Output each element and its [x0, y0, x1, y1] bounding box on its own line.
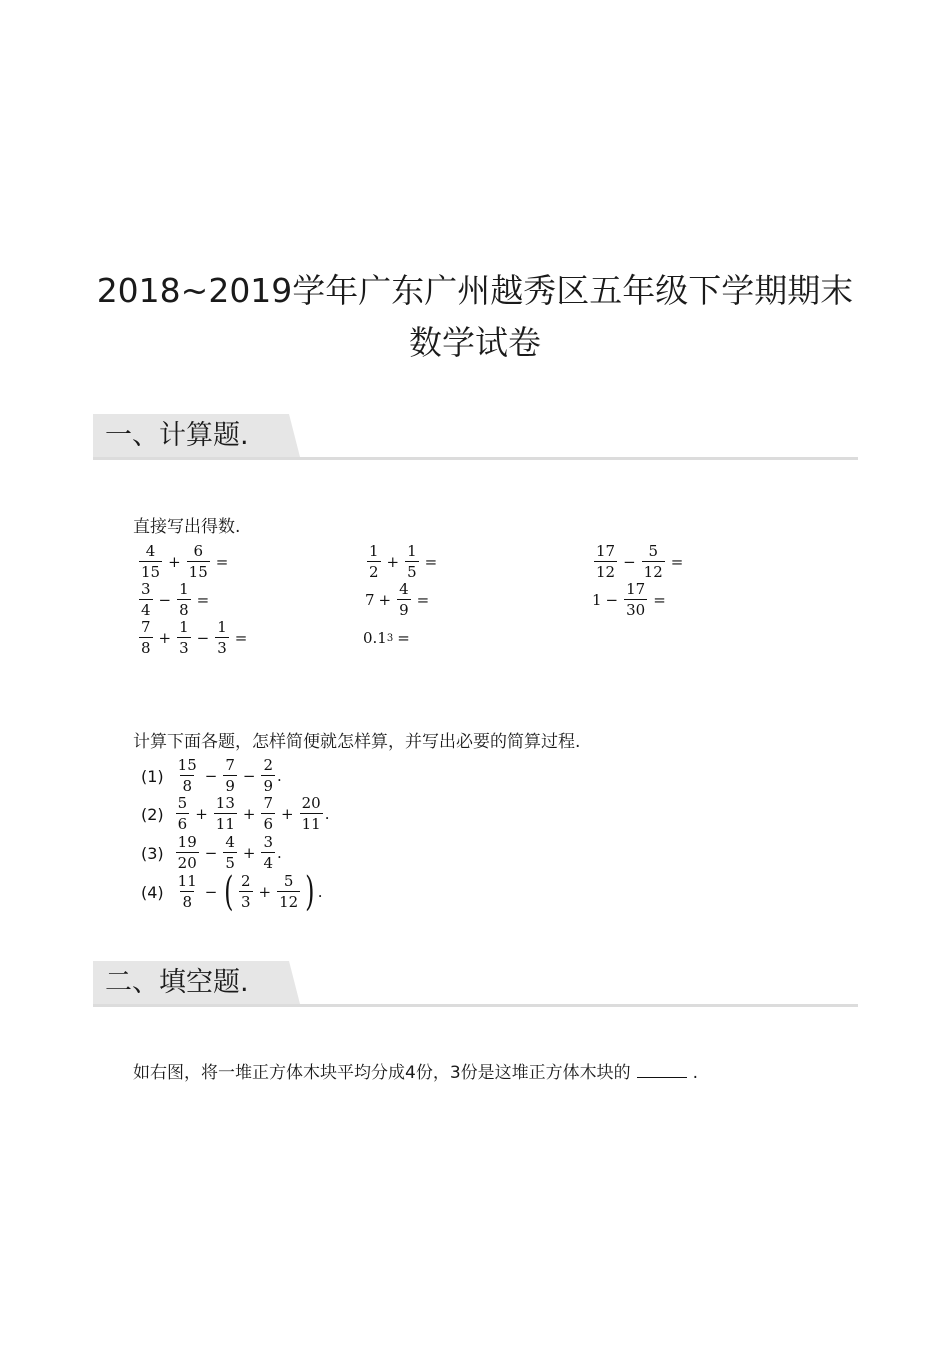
question-number: (3) — [141, 843, 164, 863]
numerator: 3 — [263, 833, 274, 851]
whole-number: 1 — [592, 591, 602, 609]
denominator: 3 — [240, 893, 251, 911]
denominator: 8 — [141, 639, 151, 657]
operator: − — [158, 591, 172, 609]
section-divider — [93, 457, 858, 460]
numerator: 5 — [283, 872, 294, 890]
denominator: 12 — [279, 893, 299, 911]
denominator: 4 — [141, 601, 151, 619]
numerator: 7 — [225, 756, 235, 774]
question-number: (2) — [141, 804, 164, 824]
fraction — [223, 835, 237, 871]
fraction — [215, 620, 229, 656]
fraction — [277, 874, 300, 910]
instruction-direct-answer: 直接写出得数. — [133, 517, 241, 537]
numerator: 13 — [215, 794, 235, 812]
equals-sign: = — [424, 553, 438, 571]
problem-1-4 — [137, 580, 213, 620]
denominator: 12 — [596, 563, 616, 581]
denominator: 6 — [263, 815, 274, 833]
fraction — [176, 874, 199, 910]
fraction — [405, 544, 419, 580]
section-header-calculation — [93, 414, 858, 460]
power-base: 0.1 — [363, 629, 387, 647]
denominator: 3 — [179, 639, 189, 657]
fraction — [594, 544, 617, 580]
problem-1-2 — [365, 542, 441, 582]
equals-sign: = — [234, 629, 248, 647]
numerator: 7 — [263, 794, 274, 812]
operator: + — [378, 591, 392, 609]
denominator: 5 — [407, 563, 417, 581]
denominator: 15 — [188, 563, 208, 581]
operator: + — [386, 553, 400, 571]
fraction — [367, 544, 381, 580]
question-end: . — [692, 1063, 699, 1083]
equals-sign: = — [653, 591, 666, 609]
numerator: 11 — [177, 872, 197, 890]
equals-sign: = — [670, 553, 684, 571]
numerator: 2 — [263, 756, 274, 774]
page-title-line-2: 数学试卷 — [409, 323, 541, 362]
denominator: 2 — [369, 563, 379, 581]
denominator: 11 — [215, 815, 235, 833]
operator: + — [258, 883, 272, 901]
problem-2-1 — [141, 756, 282, 796]
numerator: 15 — [177, 756, 197, 774]
page-title-line-1: 2018~2019学年广东广州越秀区五年级下学期期末 — [96, 271, 854, 310]
numerator: 19 — [177, 833, 197, 851]
denominator: 9 — [225, 777, 235, 795]
numerator: 2 — [240, 872, 251, 890]
denominator: 8 — [182, 777, 192, 795]
operator: + — [158, 629, 172, 647]
question-number: (4) — [141, 882, 164, 902]
section-header-fill-in — [93, 961, 858, 1007]
fill-in-question — [133, 1058, 698, 1083]
section-heading: 二、填空题. — [105, 967, 249, 998]
fraction — [300, 796, 323, 832]
problem-1-5 — [365, 580, 433, 620]
equals-sign: = — [397, 629, 410, 647]
problem-1-7 — [137, 618, 251, 658]
numerator: 4 — [145, 542, 156, 560]
denominator: 3 — [217, 639, 227, 657]
period: . — [277, 844, 282, 862]
period: . — [277, 767, 282, 785]
denominator: 4 — [263, 854, 274, 872]
numerator: 6 — [193, 542, 203, 560]
problem-1-1 — [137, 542, 232, 582]
numerator: 1 — [407, 542, 417, 560]
instruction-simplify: 计算下面各题，怎样简便就怎样算，并写出必要的简算过程. — [133, 732, 581, 752]
operator: − — [605, 591, 619, 609]
fraction — [261, 796, 275, 832]
left-parenthesis: ( — [224, 869, 234, 915]
operator: + — [281, 805, 294, 823]
question-text: 如右图，将一堆正方体木块平均分成4份，3份是这堆正方体木块的 — [133, 1063, 631, 1083]
numerator: 20 — [301, 794, 321, 812]
fraction — [397, 582, 411, 618]
numerator: 3 — [141, 580, 151, 598]
operator: − — [196, 629, 210, 647]
problem-1-8 — [363, 618, 414, 658]
problem-2-3 — [141, 833, 282, 873]
denominator: 30 — [626, 601, 646, 619]
numerator: 17 — [596, 542, 616, 560]
fraction — [139, 620, 153, 656]
denominator: 20 — [177, 854, 197, 872]
fraction — [642, 544, 665, 580]
fraction — [261, 835, 275, 871]
numerator: 4 — [399, 580, 409, 598]
period: . — [324, 805, 330, 823]
denominator: 8 — [179, 601, 189, 619]
operator: − — [204, 883, 218, 901]
fraction — [139, 582, 153, 618]
whole-number: 7 — [365, 591, 375, 609]
numerator: 5 — [648, 542, 658, 560]
equals-sign: = — [215, 553, 229, 571]
numerator: 17 — [626, 580, 646, 598]
problem-2-4 — [141, 869, 323, 915]
operator: + — [168, 553, 181, 571]
numerator: 1 — [369, 542, 379, 560]
numerator: 5 — [177, 794, 188, 812]
question-number: (1) — [141, 766, 164, 786]
operator: − — [242, 767, 256, 785]
section-divider — [93, 1004, 858, 1007]
denominator: 12 — [643, 563, 663, 581]
power-exponent: 3 — [386, 632, 394, 644]
fraction — [187, 544, 210, 580]
denominator: 9 — [263, 777, 274, 795]
fraction — [624, 582, 647, 618]
denominator: 9 — [399, 601, 409, 619]
answer-blank[interactable] — [637, 1063, 687, 1078]
denominator: 11 — [301, 815, 321, 833]
problem-2-2 — [141, 794, 329, 834]
denominator: 8 — [182, 893, 192, 911]
fraction — [223, 758, 237, 794]
problem-1-3 — [592, 542, 687, 582]
fraction — [177, 620, 191, 656]
fraction — [261, 758, 275, 794]
denominator: 15 — [141, 563, 161, 581]
right-parenthesis: ) — [305, 869, 315, 915]
equals-sign: = — [196, 591, 210, 609]
fraction — [177, 582, 191, 618]
fraction — [176, 796, 190, 832]
fraction — [139, 544, 162, 580]
operator: − — [623, 553, 636, 571]
operator: − — [204, 767, 218, 785]
operator: + — [242, 844, 256, 862]
denominator: 5 — [225, 854, 235, 872]
fraction — [176, 835, 199, 871]
numerator: 7 — [141, 618, 151, 636]
fraction — [214, 796, 237, 832]
fraction — [239, 874, 253, 910]
equals-sign: = — [416, 591, 430, 609]
numerator: 4 — [225, 833, 235, 851]
numerator: 1 — [179, 618, 189, 636]
period: . — [317, 883, 323, 901]
problem-1-6 — [592, 580, 670, 620]
section-heading: 一、计算题. — [105, 420, 249, 451]
operator: − — [204, 844, 218, 862]
operator: + — [195, 805, 208, 823]
numerator: 1 — [179, 580, 189, 598]
operator: + — [242, 805, 256, 823]
numerator: 1 — [217, 618, 227, 636]
fraction — [176, 758, 199, 794]
denominator: 6 — [177, 815, 188, 833]
